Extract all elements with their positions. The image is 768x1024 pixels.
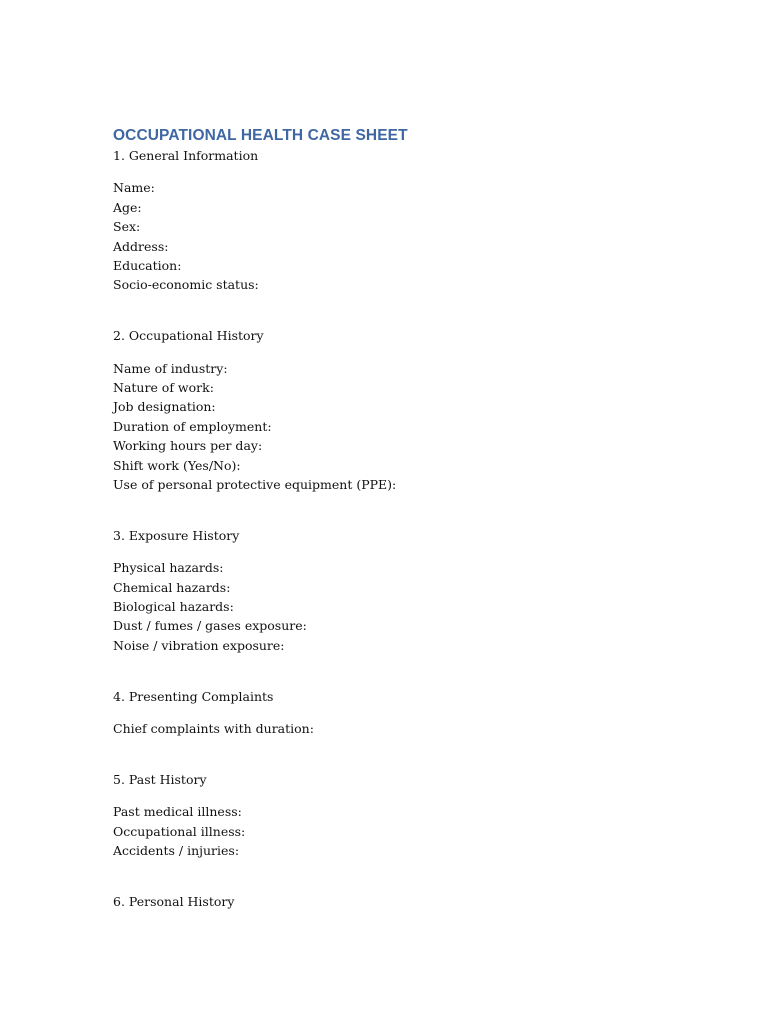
- field-label: Noise / vibration exposure:: [113, 637, 285, 653]
- section-heading: 4. Presenting Complaints: [113, 688, 274, 704]
- field-label: Occupational illness:: [113, 823, 246, 839]
- section-heading: 1. General Information: [113, 148, 259, 163]
- field-label: Sex:: [113, 219, 141, 235]
- field-list: [113, 359, 673, 495]
- section-heading: 5. Past History: [113, 771, 207, 787]
- field-list: [113, 802, 673, 860]
- section-spacer: [113, 655, 673, 687]
- field-label: Socio-economic status:: [113, 277, 259, 293]
- section-spacer: [113, 738, 673, 770]
- section-occupational-history: [113, 326, 673, 494]
- field-list: [113, 558, 673, 655]
- document-page: [113, 126, 673, 911]
- field-label: Physical hazards:: [113, 560, 224, 576]
- field-list: [113, 719, 673, 738]
- field-label: Biological hazards:: [113, 599, 234, 615]
- field-label: Working hours per day:: [113, 438, 263, 454]
- field-label: Shift work (Yes/No):: [113, 457, 241, 473]
- field-label: Education:: [113, 257, 182, 273]
- field-label: Dust / fumes / gases exposure:: [113, 618, 307, 634]
- field-label: Accidents / injuries:: [113, 843, 240, 859]
- field-label: Chemical hazards:: [113, 579, 231, 595]
- section-spacer: [113, 295, 673, 327]
- section-spacer: [113, 861, 673, 893]
- document-title: OCCUPATIONAL HEALTH CASE SHEET: [113, 127, 408, 144]
- field-label: Name:: [113, 180, 155, 196]
- field-label: Nature of work:: [113, 380, 214, 396]
- section-spacer: [113, 494, 673, 526]
- field-label: Name of industry:: [113, 360, 228, 376]
- section-presenting-complaints: [113, 687, 673, 739]
- section-heading: 3. Exposure History: [113, 527, 240, 543]
- field-label: Job designation:: [113, 399, 216, 415]
- section-general-information: [113, 146, 673, 295]
- section-heading: 6. Personal History: [113, 894, 235, 910]
- field-label: Age:: [113, 199, 142, 215]
- field-label: Duration of employment:: [113, 418, 272, 434]
- section-past-history: [113, 770, 673, 861]
- field-list: [113, 178, 673, 294]
- field-label: Past medical illness:: [113, 804, 242, 820]
- field-label: Address:: [113, 238, 169, 254]
- section-exposure-history: [113, 526, 673, 655]
- field-label: Use of personal protective equipment (PPE):: [113, 476, 397, 492]
- field-label: Chief complaints with duration:: [113, 721, 314, 737]
- section-heading: 2. Occupational History: [113, 328, 264, 344]
- section-personal-history: [113, 892, 673, 911]
